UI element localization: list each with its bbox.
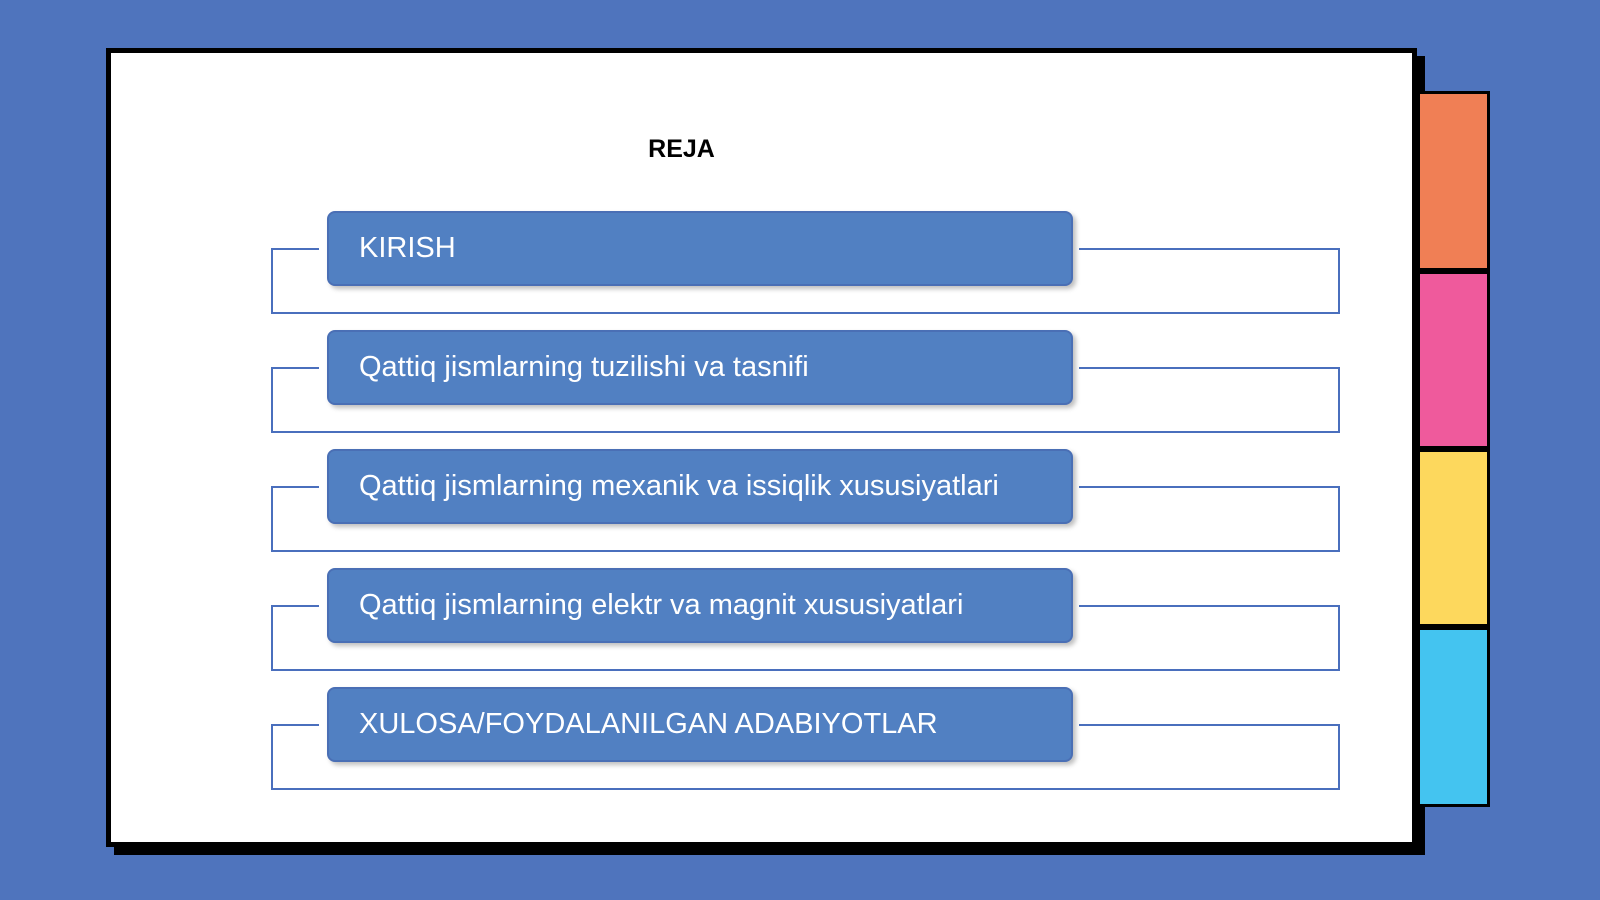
list-item-5 — [111, 687, 1412, 797]
item-label: Qattiq jismlarning mexanik va issiqlik xususiyatlari — [359, 470, 999, 502]
item-pill[interactable] — [327, 211, 1073, 286]
tab-orange[interactable] — [1420, 91, 1490, 271]
item-pill[interactable] — [327, 449, 1073, 524]
tab-blue[interactable] — [1420, 627, 1490, 807]
list-item-1 — [111, 211, 1412, 321]
slide-title: REJA — [648, 135, 715, 163]
tab-yellow[interactable] — [1420, 449, 1490, 627]
list-item-3 — [111, 449, 1412, 559]
item-pill[interactable] — [327, 330, 1073, 405]
item-label: XULOSA/FOYDALANILGAN ADABIYOTLAR — [359, 708, 938, 740]
item-pill[interactable] — [327, 687, 1073, 762]
list-item-2 — [111, 330, 1412, 440]
list-item-4 — [111, 568, 1412, 678]
item-label: Qattiq jismlarning tuzilishi va tasnifi — [359, 351, 809, 383]
item-label: KIRISH — [359, 232, 456, 264]
item-label: Qattiq jismlarning elektr va magnit xususiyatlari — [359, 589, 964, 621]
tab-pink[interactable] — [1420, 271, 1490, 449]
item-pill[interactable] — [327, 568, 1073, 643]
slide-card — [106, 48, 1417, 847]
